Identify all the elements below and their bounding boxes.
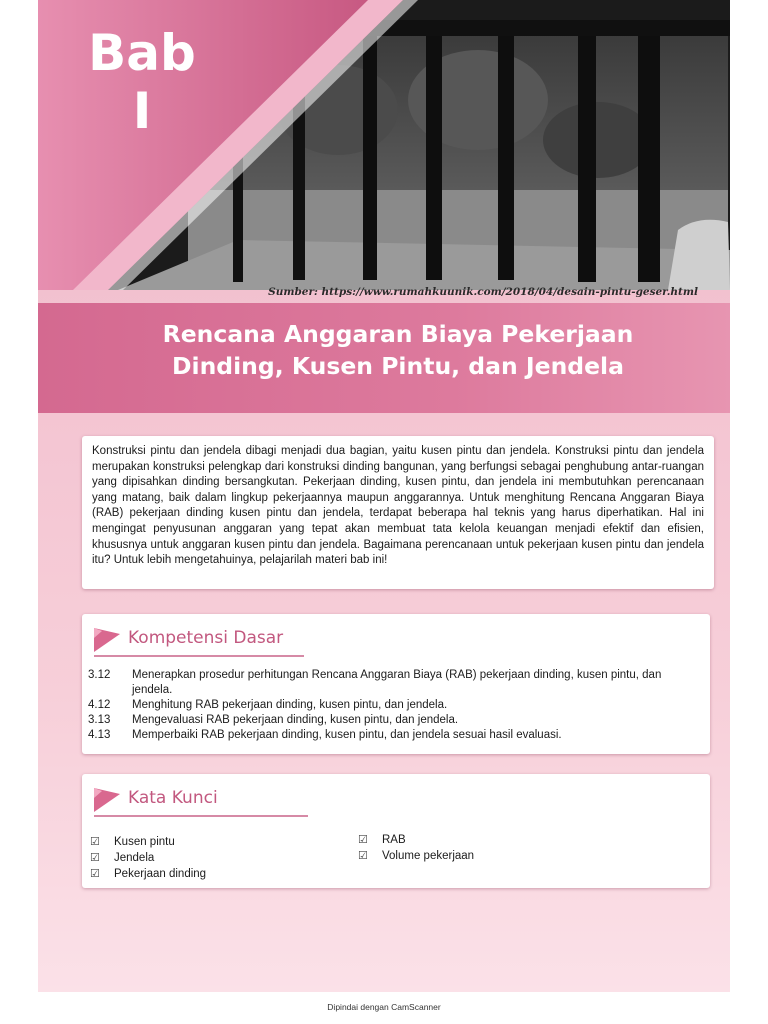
keyword-item bbox=[356, 848, 474, 864]
keyword-text: Volume pekerjaan bbox=[382, 850, 475, 862]
kompetensi-number: 4.12 bbox=[88, 699, 111, 711]
checkbox-checked-icon: ☑ bbox=[90, 836, 100, 848]
keyword-column-right bbox=[356, 832, 474, 864]
keyword-item bbox=[88, 866, 206, 882]
kompetensi-item bbox=[88, 698, 688, 713]
keyword-text: RAB bbox=[382, 834, 406, 846]
checkbox-checked-icon: ☑ bbox=[90, 852, 100, 864]
keyword-column-left bbox=[88, 834, 206, 882]
kompetensi-dasar-heading: Kompetensi Dasar bbox=[128, 628, 284, 648]
heading-underline bbox=[94, 655, 304, 657]
kata-kunci-header bbox=[94, 784, 314, 818]
chapter-label-word: Bab bbox=[88, 24, 196, 82]
kompetensi-text: Memperbaiki RAB pekerjaan dinding, kusen pintu, dan jendela sesuai hasil evaluasi. bbox=[132, 729, 562, 741]
keyword-text: Kusen pintu bbox=[114, 836, 175, 848]
intro-paragraph: Konstruksi pintu dan jendela dibagi menjadi dua bagian, yaitu kusen pintu dan jendela. Konstruksi pintu dan jendela merupakan konstruksi pelengkap dari konstruksi dinding bangunan, yang berfungsi sebagai penghubung antar-ruangan yang dipisahkan dinding bersangkutan. Pekerjaan dinding, kusen pintu, dan jendela ini membutuhkan perencanaan yang matang, baik dalam lingkup pekerjaannya maupun anggarannya. Untuk menghitung Rencana Anggaran Biaya (RAB) pekerjaan dinding kusen pintu dan jendela, terdapat beberapa hal teknis yang harus diperhatikan. Hal ini mengingat penyusunan anggaran yang tepat akan membuat tata kelola keuangan menjadi efektif dan efisien, khususnya untuk anggaran kusen pintu dan jendela. Bagaimana perencanaan untuk pekerjaan kusen pintu dan jendela itu? Untuk lebih mengetahuinya, pelajarilah materi bab ini! bbox=[92, 445, 704, 567]
kompetensi-item bbox=[88, 713, 688, 728]
image-source-caption: Sumber: https://www.rumahkuunik.com/2018/04/desain-pintu-geser.html bbox=[268, 286, 698, 298]
chapter-title-line-1: Rencana Anggaran Biaya Pekerjaan bbox=[162, 320, 634, 348]
kompetensi-text: Menghitung RAB pekerjaan dinding, kusen pintu, dan jendela. bbox=[132, 699, 448, 711]
chapter-number-label bbox=[82, 24, 202, 140]
heading-underline bbox=[94, 815, 308, 817]
keyword-text: Jendela bbox=[114, 852, 155, 864]
kompetensi-item bbox=[88, 728, 688, 743]
kompetensi-number: 4.13 bbox=[88, 729, 111, 741]
checkbox-checked-icon: ☑ bbox=[358, 850, 368, 862]
kompetensi-text: Mengevaluasi RAB pekerjaan dinding, kusen pintu, dan jendela. bbox=[132, 714, 459, 726]
kompetensi-text: Menerapkan prosedur perhitungan Rencana Anggaran Biaya (RAB) pekerjaan dinding, kusen pintu, dan jendela. bbox=[132, 669, 662, 696]
chapter-numeral: I bbox=[132, 82, 152, 140]
keyword-item bbox=[88, 850, 206, 866]
kompetensi-number: 3.12 bbox=[88, 669, 111, 681]
chapter-title-line-2: Dinding, Kusen Pintu, dan Jendela bbox=[172, 352, 624, 380]
keyword-item bbox=[356, 832, 474, 848]
chapter-photo bbox=[38, 0, 730, 290]
chapter-title bbox=[78, 318, 718, 382]
checkbox-checked-icon: ☑ bbox=[358, 834, 368, 846]
kata-kunci-heading: Kata Kunci bbox=[128, 788, 218, 808]
pennant-icon bbox=[94, 788, 122, 812]
keyword-item bbox=[88, 834, 206, 850]
kata-kunci-card bbox=[82, 774, 710, 888]
kompetensi-list bbox=[88, 668, 688, 743]
pennant-icon bbox=[94, 628, 122, 652]
kompetensi-item bbox=[88, 668, 688, 698]
kompetensi-dasar-card bbox=[82, 614, 710, 754]
scanner-watermark: Dipindai dengan CamScanner bbox=[327, 1002, 441, 1012]
book-page bbox=[38, 0, 730, 992]
kompetensi-number: 3.13 bbox=[88, 714, 111, 726]
keyword-text: Pekerjaan dinding bbox=[114, 868, 207, 880]
intro-card bbox=[82, 436, 714, 589]
kompetensi-dasar-header bbox=[94, 624, 314, 658]
checkbox-checked-icon: ☑ bbox=[90, 868, 100, 880]
